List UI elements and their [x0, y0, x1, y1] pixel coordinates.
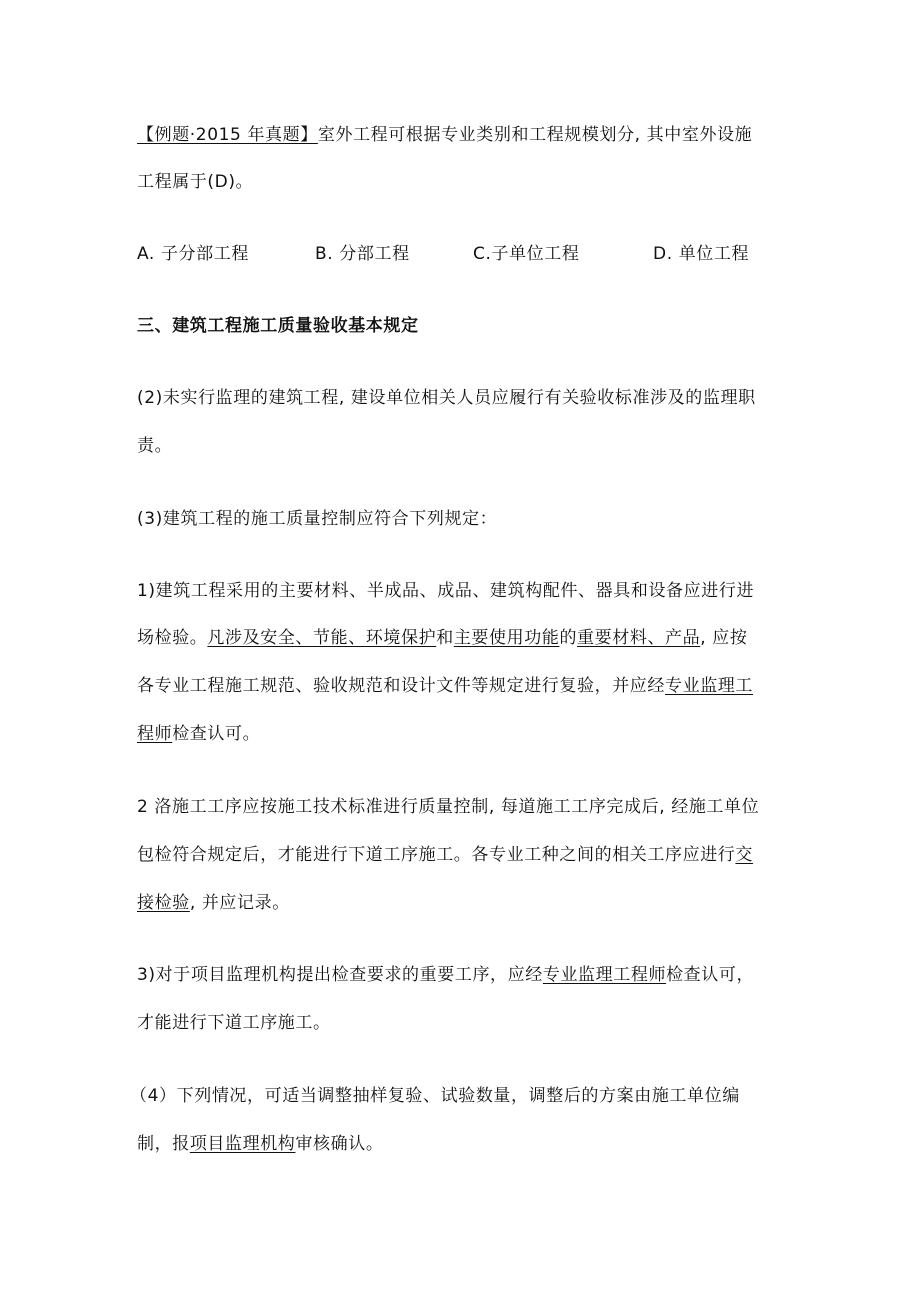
sub3-line-1 [137, 964, 754, 986]
sub2-text: , 并应记录。 [189, 893, 290, 913]
sub1-text: 的 [559, 628, 578, 648]
question-text: 室外工程可根据专业类别和工程规模划分, 其中室外设施 [317, 125, 753, 145]
sub3-underline: 专业监理工程师 [542, 965, 667, 985]
option-c: C.子单位工程 [473, 244, 580, 264]
option-d: D. 单位工程 [653, 244, 750, 264]
option-b: B. 分部工程 [315, 244, 410, 264]
item4-line-2 [137, 1133, 383, 1155]
item4-text: 审核确认。 [295, 1134, 384, 1154]
sub1-underline: 重要材料、产品 [577, 628, 701, 648]
sub1-underline: 凡涉及安全、节能、环境保护 [207, 628, 437, 648]
sub1-line-2 [137, 627, 747, 649]
question-tag: 【例题·2015 年真题】 [137, 125, 318, 145]
section-heading: 三、建筑工程施工质量验收基本规定 [137, 316, 419, 336]
sub1-text: 场检验。 [137, 628, 208, 648]
sub3-text: 3)对于项目监理机构提出检查要求的重要工序，应经 [137, 965, 543, 985]
sub2-line-2 [137, 844, 753, 866]
sub1-text: , 应按 [700, 628, 748, 648]
option-a: A. 子分部工程 [137, 244, 249, 264]
item2-line-1: (2)未实行监理的建筑工程, 建设单位相关人员应履行有关验收标准涉及的监理职 [137, 388, 756, 408]
sub1-line-4 [137, 723, 260, 745]
question-line-2: 工程属于(D)。 [137, 172, 254, 192]
sub1-underline: 程师 [137, 724, 173, 744]
sub2-underline: 交 [735, 845, 754, 865]
sub1-text: 和 [436, 628, 454, 648]
item4-text: 制，报 [137, 1134, 190, 1154]
sub3-text: 检查认可， [666, 965, 755, 985]
sub1-text: 检查认可。 [172, 724, 261, 744]
item4-underline: 项目监理机构 [189, 1134, 296, 1154]
sub2-text: 包检符合规定后，才能进行下道工序施工。各专业工种之间的相关工序应进行 [137, 845, 736, 865]
item2-line-2: 责。 [137, 436, 173, 456]
sub1-underline: 专业监理工 [665, 676, 753, 696]
sub2-line-1: 2 洛施工工序应按施工技术标准进行质量控制, 每道施工工序完成后, 经施工单位 [137, 797, 760, 817]
sub1-underline: 主要使用功能 [453, 628, 560, 648]
item4-line-1: （4）下列情况，可适当调整抽样复验、试验数量，调整后的方案由施工单位编 [130, 1086, 740, 1106]
sub2-line-3 [137, 892, 290, 914]
item3-line-1: (3)建筑工程的施工质量控制应符合下列规定： [137, 509, 498, 529]
sub1-line-3 [137, 675, 753, 697]
sub1-text: 各专业工程施工规范、验收规范和设计文件等规定进行复验，并应经 [137, 676, 665, 696]
sub2-underline: 接检验 [137, 893, 190, 913]
sub3-line-2: 才能进行下道工序施工。 [137, 1013, 331, 1033]
question-line-1 [137, 124, 752, 146]
sub1-line-1: 1)建筑工程采用的主要材料、半成品、成品、建筑构配件、器具和设备应进行进 [137, 581, 755, 601]
